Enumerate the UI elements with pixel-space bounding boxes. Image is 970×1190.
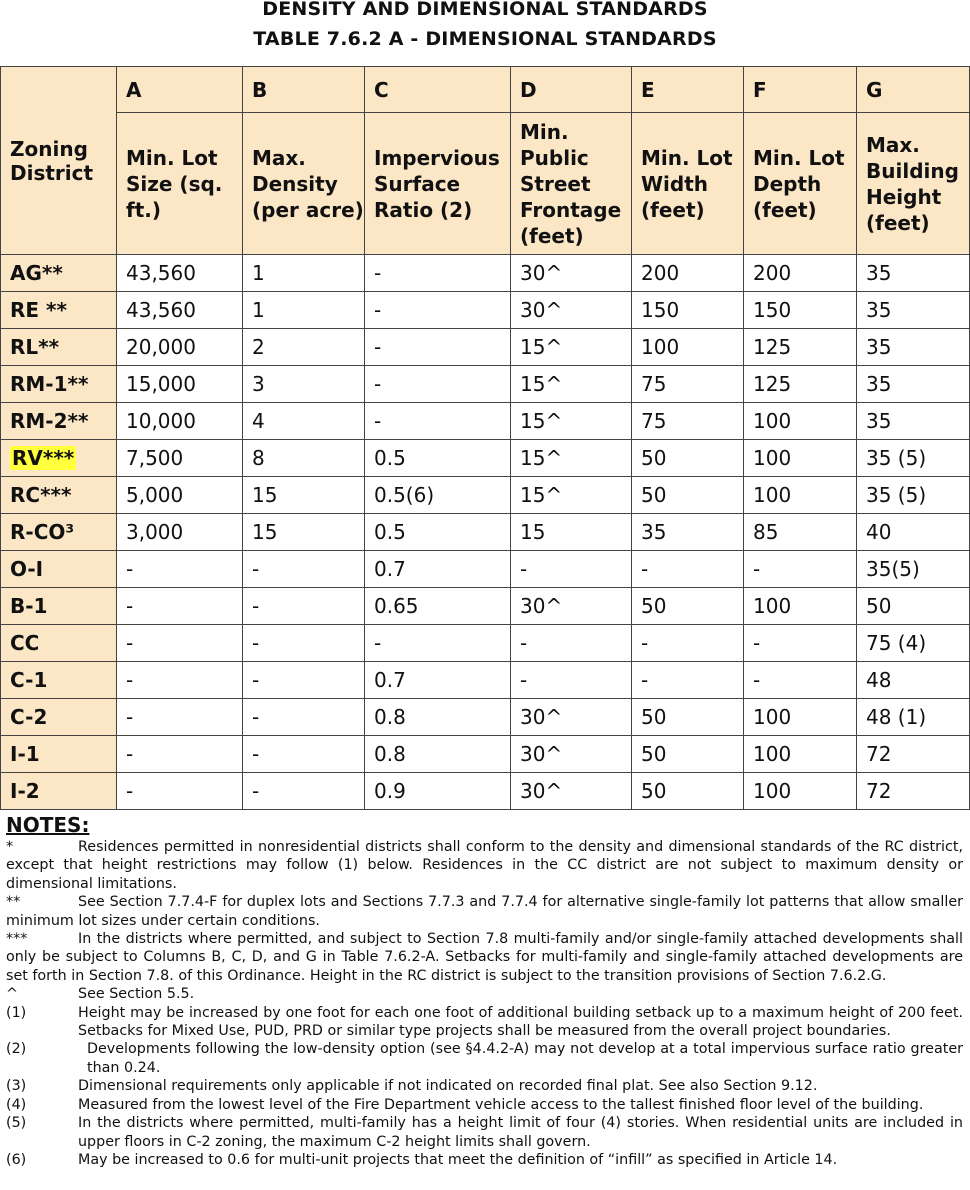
table-cell: - xyxy=(243,625,365,662)
note-item xyxy=(6,1077,963,1095)
table-cell: - xyxy=(511,625,632,662)
table-cell: - xyxy=(117,588,243,625)
table-cell: 50 xyxy=(857,588,970,625)
table-cell: 10,000 xyxy=(117,403,243,440)
table-cell: - xyxy=(117,736,243,773)
table-cell: - xyxy=(632,625,744,662)
zoning-district-cell xyxy=(1,329,117,366)
table-cell: 1 xyxy=(243,292,365,329)
table-cell: - xyxy=(117,699,243,736)
table-row xyxy=(1,403,970,440)
table-cell: 100 xyxy=(744,773,857,810)
note-marker: (2) xyxy=(6,1041,27,1058)
column-letter: G xyxy=(857,67,970,113)
column-letter: B xyxy=(243,67,365,113)
note-text: Developments following the low-density option (see §4.4.2-A) may not develop at a total impervious surface ratio greater than 0.24. xyxy=(87,1041,963,1076)
table-cell: 125 xyxy=(744,366,857,403)
table-cell: 72 xyxy=(857,773,970,810)
table-cell: - xyxy=(365,292,511,329)
table-row xyxy=(1,514,970,551)
table-cell: 50 xyxy=(632,588,744,625)
zoning-district-cell xyxy=(1,588,117,625)
table-cell: - xyxy=(117,662,243,699)
table-cell: 35 xyxy=(632,514,744,551)
column-header: Min. Lot Size (sq. ft.) xyxy=(117,113,243,255)
table-cell: 15,000 xyxy=(117,366,243,403)
table-cell: 100 xyxy=(744,736,857,773)
note-text: In the districts where permitted, multi-family has a height limit of four (4) stories. When residential units are included in upper floors in C-2 zoning, the maximum C-2 height limits shall govern. xyxy=(78,1115,963,1150)
table-cell: - xyxy=(365,329,511,366)
column-header: Min. Public Street Frontage (feet) xyxy=(511,113,632,255)
table-cell: - xyxy=(117,625,243,662)
table-cell: 75 (4) xyxy=(857,625,970,662)
table-cell: 15 xyxy=(243,514,365,551)
table-cell: 50 xyxy=(632,699,744,736)
note-marker: (4) xyxy=(6,1096,27,1113)
zoning-district-cell xyxy=(1,699,117,736)
table-row xyxy=(1,292,970,329)
table-cell: - xyxy=(511,662,632,699)
table-cell: 35 (5) xyxy=(857,477,970,514)
zoning-district-label: B-1 xyxy=(10,594,48,618)
table-cell: 0.65 xyxy=(365,588,511,625)
zoning-district-label: CC xyxy=(10,631,40,655)
column-header: Max. Density (per acre) xyxy=(243,113,365,255)
table-cell: 3 xyxy=(243,366,365,403)
column-letter: D xyxy=(511,67,632,113)
table-cell: - xyxy=(632,551,744,588)
note-item xyxy=(6,930,963,985)
zoning-district-cell xyxy=(1,292,117,329)
table-cell: 30^ xyxy=(511,292,632,329)
notes-title: NOTES: xyxy=(6,813,90,837)
table-cell: 0.5 xyxy=(365,514,511,551)
table-cell: 35 xyxy=(857,366,970,403)
table-cell: 43,560 xyxy=(117,292,243,329)
column-letter-row xyxy=(1,67,970,113)
table-cell: 48 xyxy=(857,662,970,699)
title-line-2: TABLE 7.6.2 A - DIMENSIONAL STANDARDS xyxy=(253,28,717,50)
zoning-district-label: RM-2** xyxy=(10,409,89,433)
table-cell: 35 xyxy=(857,292,970,329)
table-cell: 150 xyxy=(744,292,857,329)
table-row xyxy=(1,551,970,588)
table-cell: 75 xyxy=(632,403,744,440)
column-header: Min. Lot Depth (feet) xyxy=(744,113,857,255)
note-text: See Section 7.7.4-F for duplex lots and Sections 7.7.3 and 7.7.4 for alternative single-family lot patterns that allow smaller minimum lot sizes under certain conditions. xyxy=(6,894,963,929)
note-marker: (3) xyxy=(6,1078,27,1095)
table-cell: 30^ xyxy=(511,773,632,810)
table-cell: 15^ xyxy=(511,440,632,477)
table-row xyxy=(1,329,970,366)
table-cell: - xyxy=(744,625,857,662)
zoning-district-label: C-2 xyxy=(10,705,48,729)
table-cell: 30^ xyxy=(511,736,632,773)
table-cell: - xyxy=(744,551,857,588)
table-row xyxy=(1,366,970,403)
zoning-district-label: RC*** xyxy=(10,483,72,507)
table-cell: 100 xyxy=(744,699,857,736)
table-cell: 40 xyxy=(857,514,970,551)
note-marker: (6) xyxy=(6,1151,27,1168)
zoning-district-cell xyxy=(1,551,117,588)
zoning-district-cell xyxy=(1,736,117,773)
table-row xyxy=(1,625,970,662)
zoning-district-label: R-CO³ xyxy=(10,520,75,544)
table-cell: 0.5(6) xyxy=(365,477,511,514)
table-cell: 3,000 xyxy=(117,514,243,551)
table-cell: - xyxy=(243,736,365,773)
note-text: May be increased to 0.6 for multi-unit projects that meet the definition of “infill” as specified in Article 14. xyxy=(78,1151,838,1168)
table-cell: 15^ xyxy=(511,329,632,366)
table-row xyxy=(1,773,970,810)
table-cell: 100 xyxy=(744,403,857,440)
table-cell: - xyxy=(744,662,857,699)
table-cell: 30^ xyxy=(511,699,632,736)
zoning-district-label: I-2 xyxy=(10,779,40,803)
table-cell: 100 xyxy=(744,440,857,477)
table-cell: 50 xyxy=(632,773,744,810)
table-row xyxy=(1,736,970,773)
zoning-district-cell xyxy=(1,773,117,810)
zoning-district-label: RE ** xyxy=(10,298,67,322)
zoning-district-cell xyxy=(1,625,117,662)
table-cell: 15^ xyxy=(511,477,632,514)
note-item xyxy=(6,893,963,930)
zoning-district-cell xyxy=(1,403,117,440)
table-row xyxy=(1,477,970,514)
table-cell: 35 xyxy=(857,403,970,440)
table-cell: 7,500 xyxy=(117,440,243,477)
zoning-district-header: Zoning District xyxy=(1,67,117,255)
note-item xyxy=(6,1114,963,1151)
table-cell: 15^ xyxy=(511,366,632,403)
title-line-1: DENSITY AND DIMENSIONAL STANDARDS xyxy=(262,0,708,20)
table-row xyxy=(1,662,970,699)
note-item xyxy=(6,838,963,893)
zoning-district-cell xyxy=(1,440,117,477)
note-item xyxy=(6,1096,963,1114)
zoning-district-label: RL** xyxy=(10,335,60,359)
table-cell: 20,000 xyxy=(117,329,243,366)
table-cell: - xyxy=(632,662,744,699)
table-cell: 100 xyxy=(632,329,744,366)
table-cell: - xyxy=(243,551,365,588)
zoning-district-cell xyxy=(1,662,117,699)
table-cell: 43,560 xyxy=(117,255,243,292)
table-cell: - xyxy=(117,551,243,588)
table-cell: 35 (5) xyxy=(857,440,970,477)
table-cell: - xyxy=(365,255,511,292)
table-cell: 0.8 xyxy=(365,699,511,736)
table-cell: 1 xyxy=(243,255,365,292)
table-cell: 50 xyxy=(632,440,744,477)
note-marker: ** xyxy=(6,894,21,911)
table-row xyxy=(1,588,970,625)
document-title xyxy=(0,0,970,54)
table-cell: 100 xyxy=(744,477,857,514)
table-cell: - xyxy=(117,773,243,810)
table-cell: 15 xyxy=(243,477,365,514)
zoning-district-label: AG** xyxy=(10,261,63,285)
note-marker: *** xyxy=(6,931,28,948)
table-cell: 0.5 xyxy=(365,440,511,477)
table-cell: 72 xyxy=(857,736,970,773)
table-cell: 100 xyxy=(744,588,857,625)
column-header: Max. Building Height (feet) xyxy=(857,113,970,255)
table-cell: 30^ xyxy=(511,588,632,625)
table-cell: - xyxy=(365,366,511,403)
table-cell: - xyxy=(243,773,365,810)
zoning-district-label: RM-1** xyxy=(10,372,89,396)
note-text: Height may be increased by one foot for each one foot of additional building setback up to a maximum height of 200 feet. Setbacks for Mixed Use, PUD, PRD or similar type projects shall be measured from the overall project boundaries. xyxy=(78,1004,963,1040)
table-cell: 50 xyxy=(632,477,744,514)
table-row xyxy=(1,699,970,736)
table-cell: 15^ xyxy=(511,403,632,440)
table-cell: 8 xyxy=(243,440,365,477)
zoning-district-cell xyxy=(1,477,117,514)
table-cell: - xyxy=(243,699,365,736)
note-marker: (5) xyxy=(6,1115,27,1132)
note-item xyxy=(6,1004,963,1041)
note-item xyxy=(6,1040,963,1077)
note-marker: (1) xyxy=(6,1004,27,1021)
notes-section xyxy=(6,812,963,1169)
table-cell: - xyxy=(243,588,365,625)
table-cell: 200 xyxy=(632,255,744,292)
zoning-district-label: I-1 xyxy=(10,742,40,766)
table-cell: - xyxy=(365,403,511,440)
table-cell: 30^ xyxy=(511,255,632,292)
zoning-district-cell xyxy=(1,255,117,292)
column-header: Min. Lot Width (feet) xyxy=(632,113,744,255)
column-letter: F xyxy=(744,67,857,113)
table-cell: 0.7 xyxy=(365,662,511,699)
table-cell: 15 xyxy=(511,514,632,551)
note-text: Dimensional requirements only applicable if not indicated on recorded final plat. See also Section 9.12. xyxy=(78,1078,818,1095)
table-cell: 5,000 xyxy=(117,477,243,514)
note-text: Measured from the lowest level of the Fire Department vehicle access to the tallest finished floor level of the building. xyxy=(78,1096,924,1113)
column-letter: A xyxy=(117,67,243,113)
table-cell: 35(5) xyxy=(857,551,970,588)
table-cell: 4 xyxy=(243,403,365,440)
table-body xyxy=(1,255,970,810)
column-header-row xyxy=(1,113,970,255)
zoning-district-cell xyxy=(1,366,117,403)
table-cell: 200 xyxy=(744,255,857,292)
column-letter: E xyxy=(632,67,744,113)
table-cell: 35 xyxy=(857,255,970,292)
table-cell: 2 xyxy=(243,329,365,366)
table-cell: 48 (1) xyxy=(857,699,970,736)
table-cell: 0.9 xyxy=(365,773,511,810)
table-cell: - xyxy=(511,551,632,588)
zoning-district-label: RV*** xyxy=(12,446,75,470)
note-text: See Section 5.5. xyxy=(78,986,195,1003)
table-cell: 0.8 xyxy=(365,736,511,773)
note-item xyxy=(6,985,963,1003)
table-cell: - xyxy=(243,662,365,699)
table-cell: 0.7 xyxy=(365,551,511,588)
note-text: In the districts where permitted, and subject to Section 7.8 multi-family and/or single-family attached developments shall only be subject to Columns B, C, D, and G in Table 7.6.2-A. Setbacks for multi-family and single-family attached developments are set forth in Section 7.8. of this Ordinance. Height in the RC district is subject to the transition provisions of Section 7.6.2.G. xyxy=(6,931,963,984)
note-item xyxy=(6,1151,963,1169)
zoning-district-label: C-1 xyxy=(10,668,48,692)
note-marker: ^ xyxy=(6,986,18,1003)
table-row xyxy=(1,440,970,477)
zoning-district-cell xyxy=(1,514,117,551)
zoning-district-label: O-I xyxy=(10,557,44,581)
table-cell: 150 xyxy=(632,292,744,329)
column-letter: C xyxy=(365,67,511,113)
note-marker: * xyxy=(6,839,14,855)
table-cell: 50 xyxy=(632,736,744,773)
table-cell: 85 xyxy=(744,514,857,551)
table-cell: 35 xyxy=(857,329,970,366)
note-text: Residences permitted in nonresidential districts shall conform to the density and dimensional standards of the RC district, except that height restrictions may follow (1) below. Residences in the CC district are not subject to maximum density or dimensional limitations. xyxy=(6,839,963,892)
dimensional-standards-table xyxy=(0,66,970,810)
table-cell: 125 xyxy=(744,329,857,366)
table-cell: 75 xyxy=(632,366,744,403)
column-header: Impervious Surface Ratio (2) xyxy=(365,113,511,255)
notes-list xyxy=(6,838,963,1169)
table-row xyxy=(1,255,970,292)
table-cell: - xyxy=(365,625,511,662)
